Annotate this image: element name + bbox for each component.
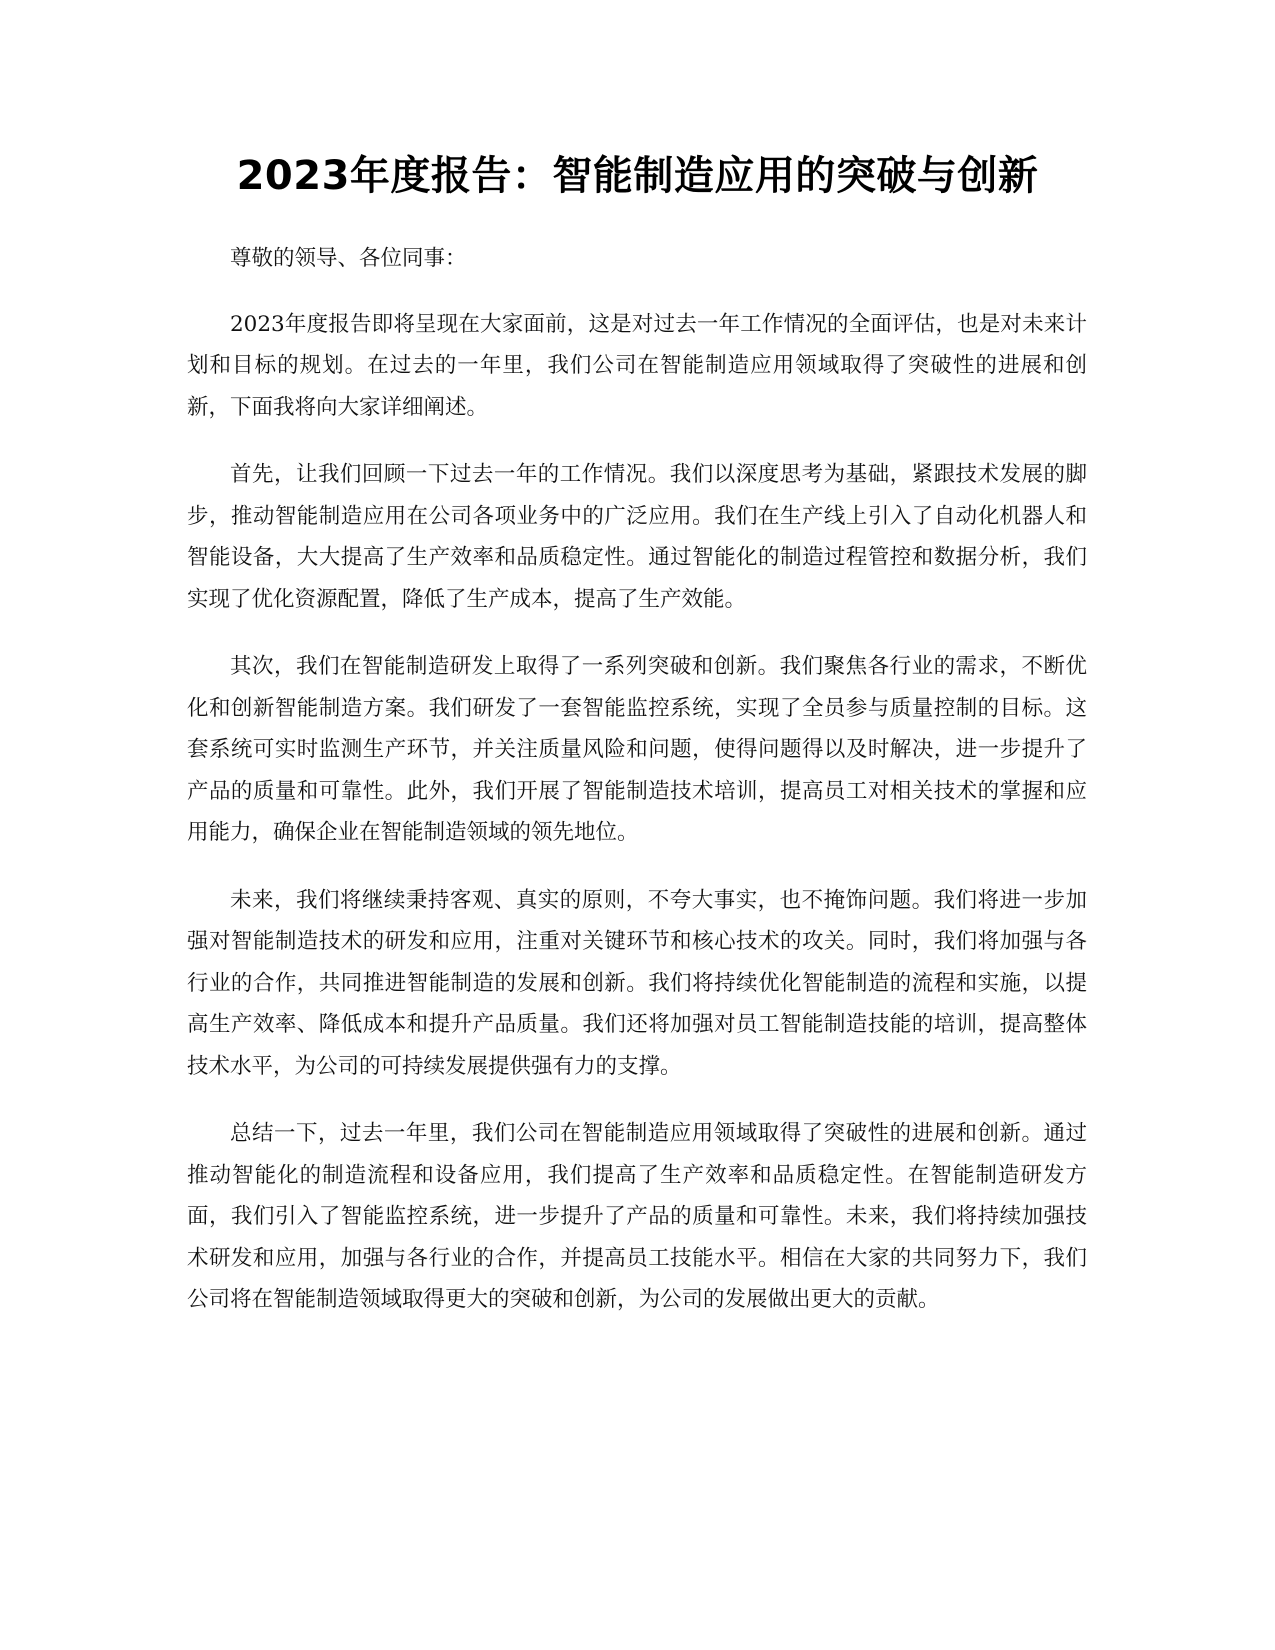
paragraph-future: 未来，我们将继续秉持客观、真实的原则，不夸大事实，也不掩饰问题。我们将进一步加强对智能制造技术的研发和应用，注重对关键环节和核心技术的攻关。同时，我们将加强与各行业的合作，共同推进智能制造的发展和创新。我们将持续优化智能制造的流程和实施，以提高生产效率、降低成本和提升产品质量。我们还将加强对员工智能制造技能的培训，提高整体技术水平，为公司的可持续发展提供强有力的支撑。 xyxy=(187,887,1087,1079)
paragraph-research: 其次，我们在智能制造研发上取得了一系列突破和创新。我们聚焦各行业的需求，不断优化和创新智能制造方案。我们研发了一套智能监控系统，实现了全员参与质量控制的目标。这套系统可实时监测生产环节，并关注质量风险和问题，使得问题得以及时解决，进一步提升了产品的质量和可靠性。此外，我们开展了智能制造技术培训，提高员工对相关技术的掌握和应用能力，确保企业在智能制造领域的领先地位。 xyxy=(187,654,1087,845)
paragraph-summary: 总结一下，过去一年里，我们公司在智能制造应用领域取得了突破性的进展和创新。通过推动智能化的制造流程和设备应用，我们提高了生产效率和品质稳定性。在智能制造研发方面，我们引入了智能监控系统，进一步提升了产品的质量和可靠性。未来，我们将持续加强技术研发和应用，加强与各行业的合作，并提高员工技能水平。相信在大家的共同努力下，我们公司将在智能制造领域取得更大的突破和创新，为公司的发展做出更大的贡献。 xyxy=(187,1121,1087,1312)
paragraph-intro: 2023年度报告即将呈现在大家面前，这是对过去一年工作情况的全面评估，也是对未来计划和目标的规划。在过去的一年里，我们公司在智能制造应用领域取得了突破性的进展和创新，下面我将向大家详细阐述。 xyxy=(187,311,1087,420)
paragraph-review: 首先，让我们回顾一下过去一年的工作情况。我们以深度思考为基础，紧跟技术发展的脚步，推动智能制造应用在公司各项业务中的广泛应用。我们在生产线上引入了自动化机器人和智能设备，大大提高了生产效率和品质稳定性。通过智能化的制造过程管控和数据分析，我们实现了优化资源配置，降低了生产成本，提高了生产效能。 xyxy=(187,462,1087,612)
document-body xyxy=(187,238,1087,1347)
greeting-paragraph: 尊敬的领导、各位同事： xyxy=(230,246,467,271)
document-title: 2023年度报告：智能制造应用的突破与创新 xyxy=(236,153,1039,199)
